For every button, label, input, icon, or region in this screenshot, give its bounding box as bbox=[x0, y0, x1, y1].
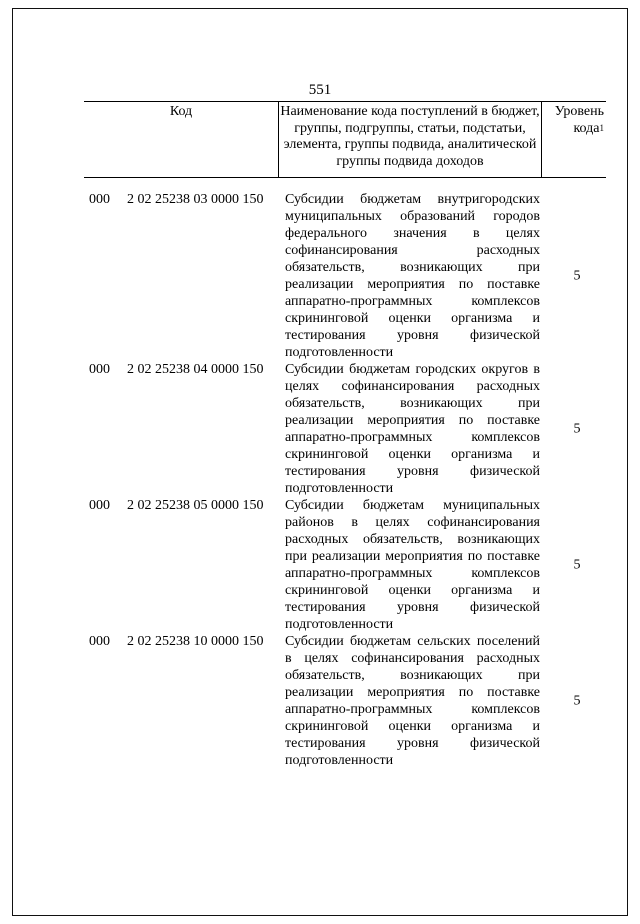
row-code: 2 02 25238 04 0000 150 bbox=[127, 362, 264, 377]
table-row bbox=[0, 497, 640, 633]
row-code: 2 02 25238 10 0000 150 bbox=[127, 634, 264, 649]
header-level-footnote: 1 bbox=[599, 122, 604, 133]
table-body bbox=[0, 191, 640, 769]
header-code: Код bbox=[84, 102, 279, 177]
header-name: Наименование кода поступлений в бюджет, группы, подгруппы, статьи, подстатьи, элемента, группы подвида, аналитической группы подвида доходов bbox=[279, 102, 542, 177]
row-prefix: 000 bbox=[89, 192, 110, 207]
row-level: 5 bbox=[573, 268, 581, 284]
row-name: Субсидии бюджетам городских округов в целях софинансирования расходных обязательств, возникающих при реализации мероприятия по поставке аппаратно-программных комплексов скрининговой оценки организма и тестирования уровня физической подготовленности bbox=[285, 362, 540, 496]
table-row bbox=[0, 361, 640, 497]
row-level: 5 bbox=[573, 421, 581, 437]
row-name: Субсидии бюджетам сельских поселений в целях софинансирования расходных обязательств, возникающих при реализации мероприятия по поставке аппаратно-программных комплексов скрининговой оценки организма и тестирования уровня физической подготовленности bbox=[285, 634, 540, 768]
row-prefix: 000 bbox=[89, 362, 110, 377]
row-name: Субсидии бюджетам муниципальных районов в целях софинансирования расходных обязательств, возникающих при реализации мероприятия по поставке аппаратно-программных комплексов скрининговой оценки организма и тестирования уровня физической подготовленности bbox=[285, 498, 540, 632]
row-level: 5 bbox=[573, 693, 581, 709]
table-row bbox=[0, 191, 640, 361]
row-prefix: 000 bbox=[89, 634, 110, 649]
table-row bbox=[0, 633, 640, 769]
row-code: 2 02 25238 05 0000 150 bbox=[127, 498, 264, 513]
row-code: 2 02 25238 03 0000 150 bbox=[127, 192, 264, 207]
row-level: 5 bbox=[573, 557, 581, 573]
header-level bbox=[542, 102, 606, 177]
row-prefix: 000 bbox=[89, 498, 110, 513]
table-header bbox=[84, 101, 606, 178]
header-level-label: Уровень кода bbox=[554, 104, 604, 136]
page-number: 551 bbox=[308, 82, 332, 98]
row-name: Субсидии бюджетам внутригородских муниципальных образований городов федерального значения в целях софинансирования расходных обязательств, возникающих при реализации мероприятия по поставке аппаратно-программных комплексов скрининговой оценки организма и тестирования уровня физической подготовленности bbox=[285, 192, 540, 360]
